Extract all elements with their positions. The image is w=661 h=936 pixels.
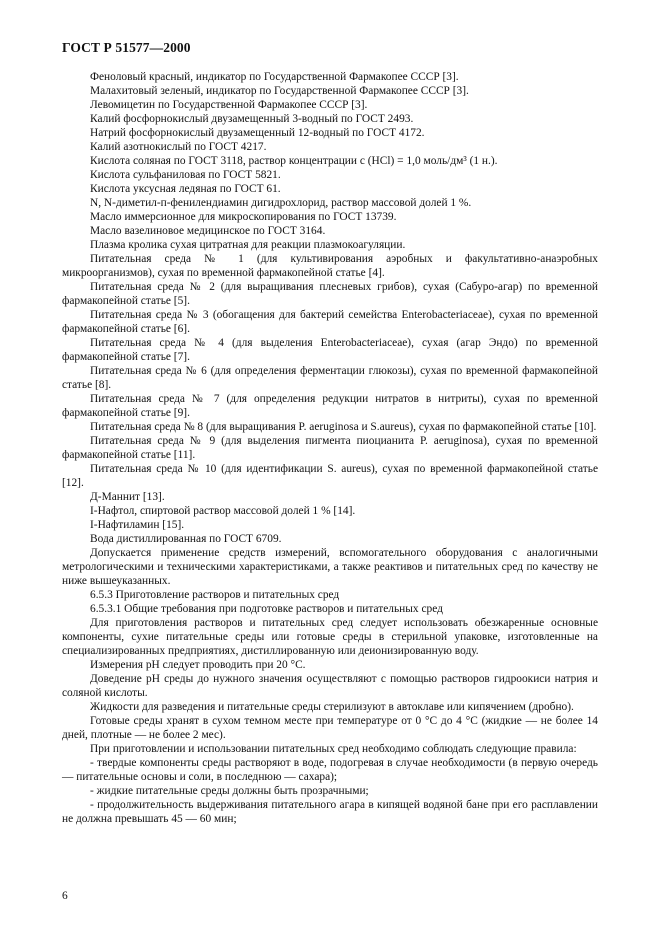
paragraph: Калий фосфорнокислый двузамещенный 3-водный по ГОСТ 2493. [90,113,414,125]
document-header: ГОСТ Р 51577—2000 [62,40,191,55]
document-body [62,70,598,826]
paragraph: Натрий фосфорнокислый двузамещенный 12-водный по ГОСТ 4172. [90,127,425,139]
paragraph: Кислота сульфаниловая по ГОСТ 5821. [90,169,281,181]
paragraph: - твердые компоненты среды растворяют в воде, подогревая в случае необходимости (в первую очередь — питательные основы и соли, в последнюю — сахара); [62,757,598,783]
paragraph: Кислота уксусная ледяная по ГОСТ 61. [90,183,281,195]
paragraph: - продолжительность выдерживания питательного агара в кипящей водяной бане при его расплавлении не должна превышать 45 — 60 мин; [62,799,598,825]
paragraph: Питательная среда № 6 (для определения ферментации глюкозы), сухая по временной фармакопейной статье [8]. [62,365,598,391]
paragraph: Питательная среда № 10 (для идентификации S. aureus), сухая по временной фармакопейной статье [12]. [62,463,598,489]
paragraph: Доведение pH среды до нужного значения осуществляют с помощью растворов гидроокиси натрия и соляной кислоты. [62,673,598,699]
paragraph: Плазма кролика сухая цитратная для реакции плазмокоагуляции. [90,239,406,251]
paragraph: Питательная среда № 7 (для определения редукции нитратов в нитриты), сухая по временной фармакопейной статье [9]. [62,393,598,419]
paragraph: Малахитовый зеленый, индикатор по Государственной Фармакопее СССР [3]. [90,85,469,97]
paragraph: 6.5.3 Приготовление растворов и питательных сред [90,589,340,601]
paragraph: Феноловый красный, индикатор по Государственной Фармакопее СССР [3]. [90,71,459,83]
paragraph: Питательная среда № 9 (для выделения пигмента пиоцианита P. aeruginosa), сухая по временной фармакопейной статье [11]. [62,435,598,461]
paragraph: Допускается применение средств измерений, вспомогательного оборудования с аналогичными метрологическими и техническими характеристиками, а также реактивов и питательных сред по качеству не ниже вышеуказанных. [62,547,598,587]
paragraph: Питательная среда № 4 (для выделения Enterobacteriaceae), сухая (агар Эндо) по временной фармакопейной статье [7]. [62,337,598,363]
paragraph: Калий азотнокислый по ГОСТ 4217. [90,141,267,153]
paragraph: Питательная среда № 1 (для культивирования аэробных и факультативно-анаэробных микроорганизмов), сухая по временной фармакопейной статье [4]. [62,253,598,279]
paragraph: 6.5.3.1 Общие требования при подготовке растворов и питательных сред [90,603,443,615]
paragraph: - жидкие питательные среды должны быть прозрачными; [90,785,369,797]
paragraph: I-Нафтол, спиртовой раствор массовой долей 1 % [14]. [90,505,356,517]
paragraph: Масло иммерсионное для микроскопирования по ГОСТ 13739. [90,211,397,223]
paragraph: При приготовлении и использовании питательных сред необходимо соблюдать следующие правила: [90,743,577,755]
paragraph: Кислота соляная по ГОСТ 3118, раствор концентрации с (HCl) = 1,0 моль/дм³ (1 н.). [90,155,498,167]
paragraph: Для приготовления растворов и питательных сред следует использовать обезжаренные основные компоненты, сухие питательные среды или готовые среды в стерильной упаковке, изготовленные на специализированных предприятиях, дистиллированную или деионизированную воду. [62,617,598,657]
paragraph: Питательная среда № 8 (для выращивания P. aeruginosa и S.aureus), сухая по фармакопейной статье [10]. [90,421,597,433]
paragraph: Измерения pH следует проводить при 20 °С. [90,659,306,671]
paragraph: Д-Маннит [13]. [90,491,165,503]
paragraph: Питательная среда № 2 (для выращивания плесневых грибов), сухая (Сабуро-агар) по временной фармакопейной статье [5]. [62,281,598,307]
paragraph: Левомицетин по Государственной Фармакопее СССР [3]. [90,99,368,111]
page-number: 6 [62,890,68,902]
paragraph: N, N-диметил-п-фенилендиамин дигидрохлорид, раствор массовой долей 1 %. [90,197,472,209]
paragraph: Жидкости для разведения и питательные среды стерилизуют в автоклаве или кипячением (дробно). [90,701,574,713]
paragraph: Готовые среды хранят в сухом темном месте при температуре от 0 °С до 4 °С (жидкие — не более 14 дней, плотные — не более 2 мес). [62,715,598,741]
paragraph: Питательная среда № 3 (обогащения для бактерий семейства Enterobacteriaceae), сухая по временной фармакопейной статье [6]. [62,309,598,335]
paragraph: Масло вазелиновое медицинское по ГОСТ 3164. [90,225,326,237]
paragraph: I-Нафтиламин [15]. [90,519,185,531]
paragraph: Вода дистиллированная по ГОСТ 6709. [90,533,282,545]
